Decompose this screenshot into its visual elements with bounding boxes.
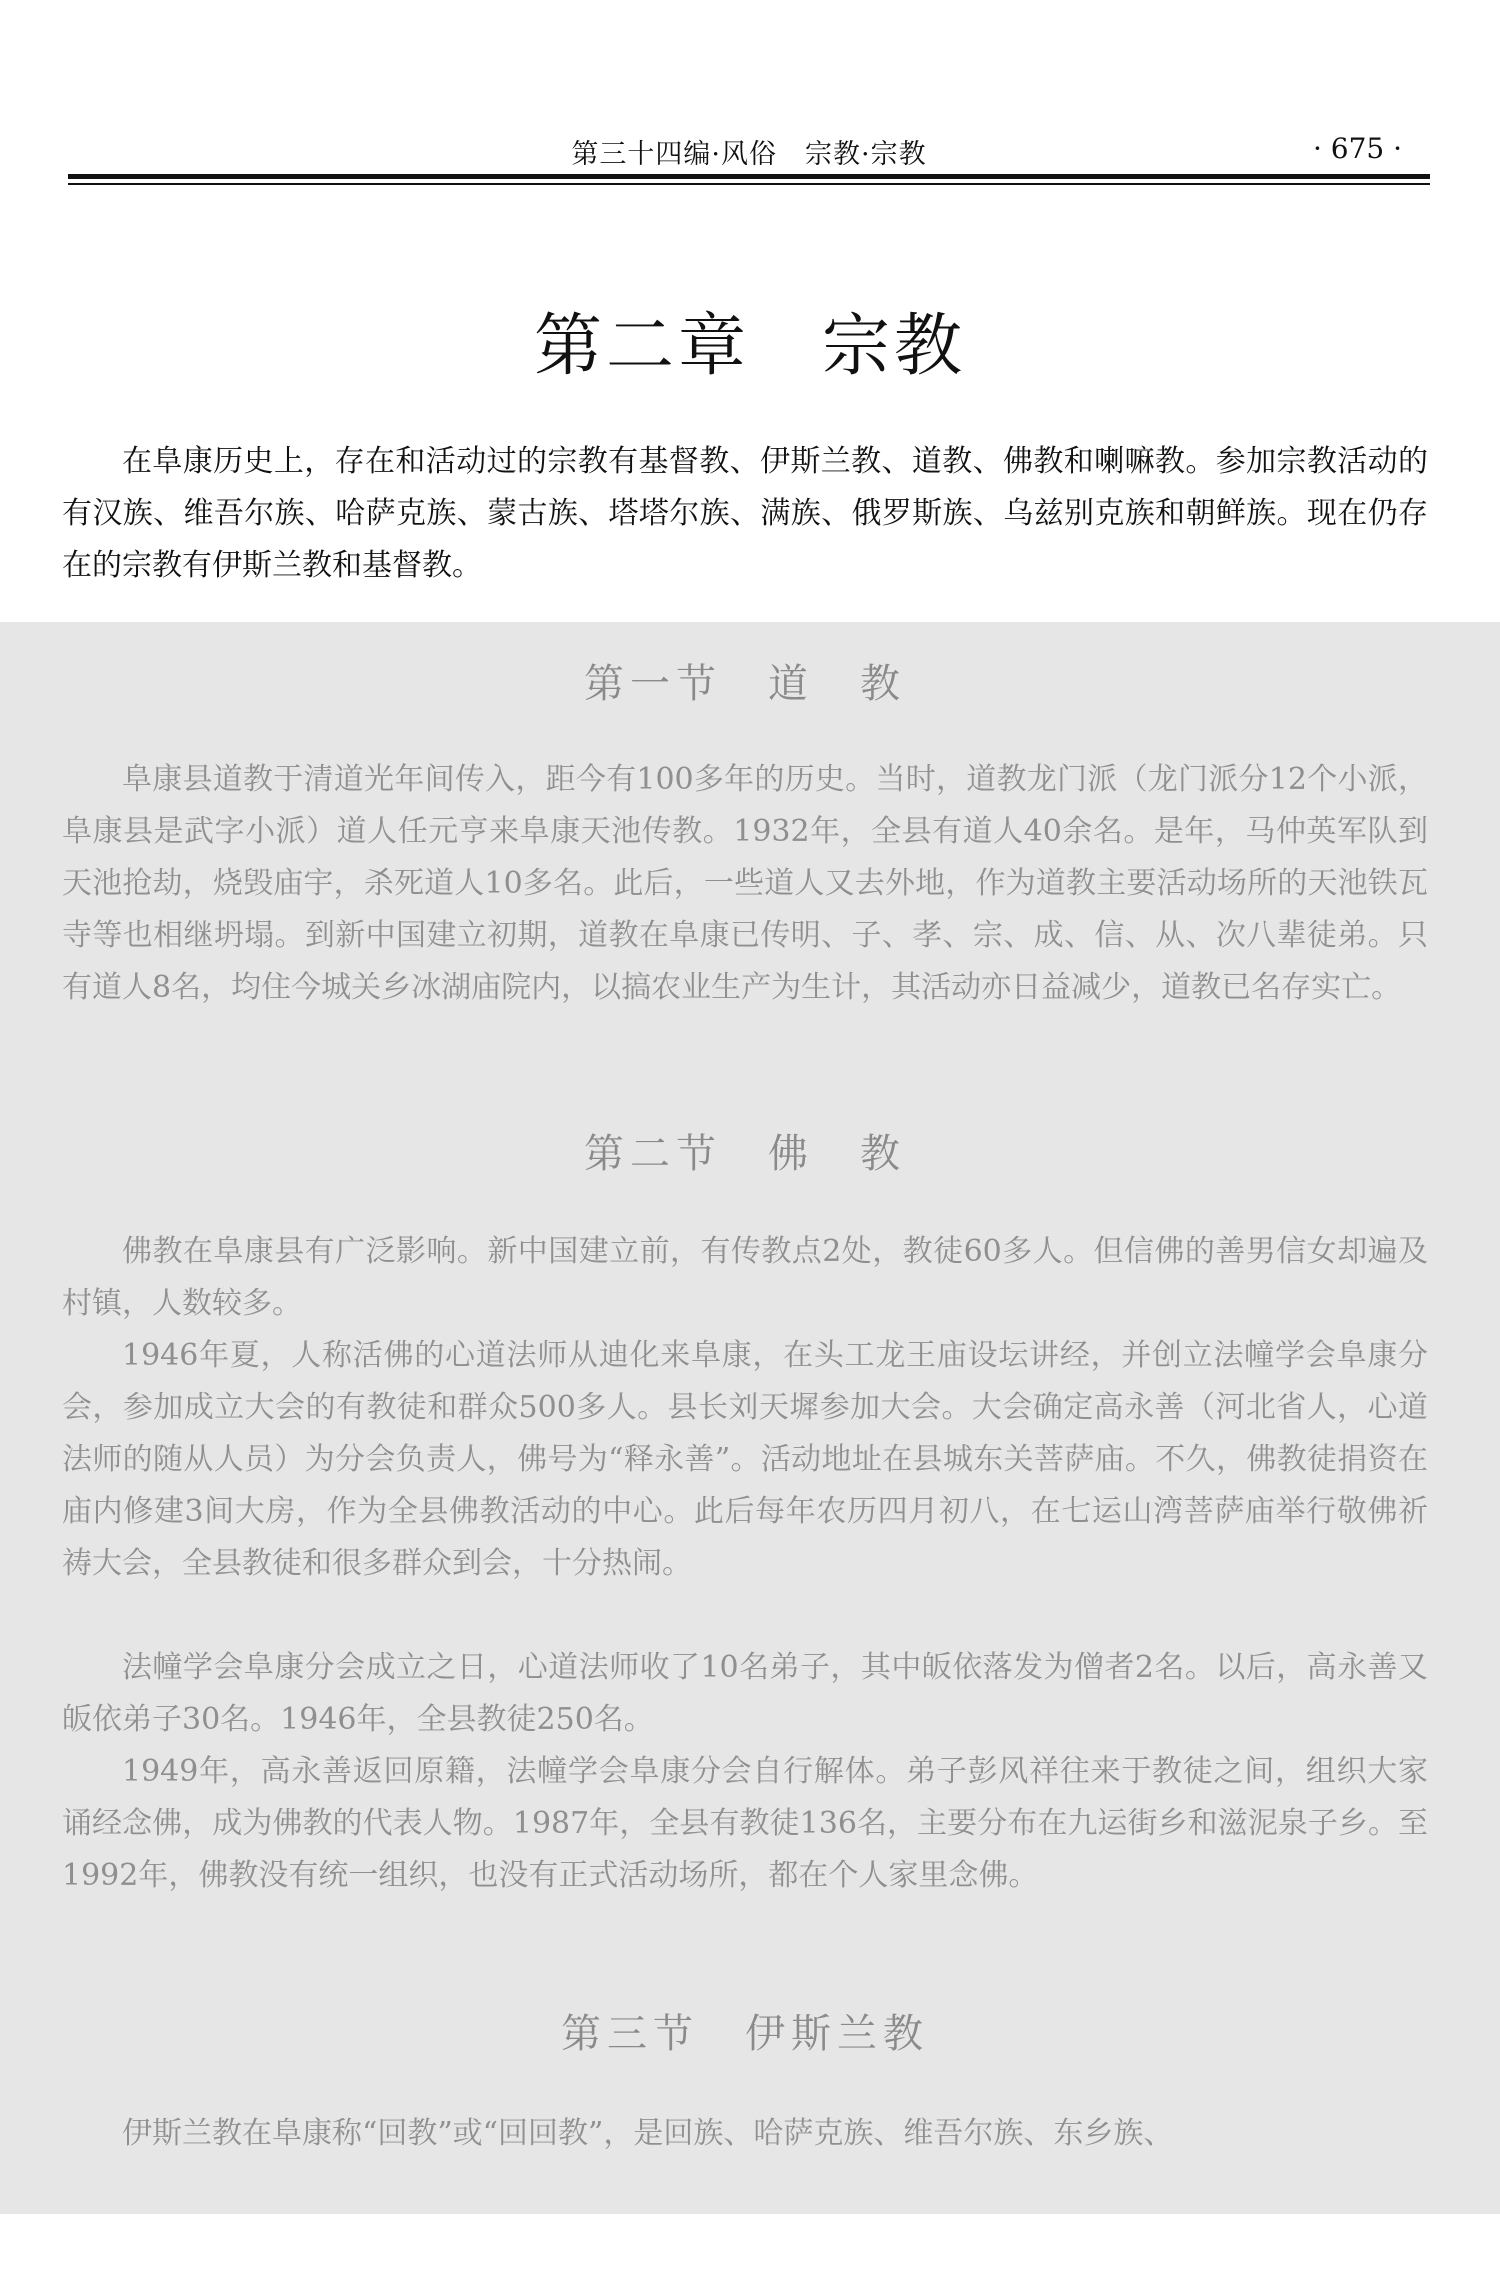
page-number: · 675 · <box>1312 132 1402 165</box>
section-paragraph: 1949年，高永善返回原籍，法幢学会阜康分会自行解体。弟子彭风祥往来于教徒之间，组织大家诵经念佛，成为佛教的代表人物。1987年，全县有教徒136名，主要分布在九运街乡和滋泥泉子乡。至1992年，佛教没有统一组织，也没有正式活动场所，都在个人家里念佛。 <box>62 1754 1428 1893</box>
section-paragraph: 法幢学会阜康分会成立之日，心道法师收了10名弟子，其中皈依落发为僧者2名。以后，高永善又皈依弟子30名。1946年，全县教徒250名。 <box>62 1650 1428 1737</box>
header-rule-thick <box>68 174 1430 179</box>
section-paragraph: 伊斯兰教在阜康称“回教”或“回回教”，是回族、哈萨克族、维吾尔族、东乡族、 <box>122 2116 1174 2151</box>
running-header <box>68 128 1430 168</box>
section-title-buddhism: 第二节 佛 教 <box>584 1131 906 1177</box>
header-title: 第三十四编·风俗 宗教·宗教 <box>571 139 927 170</box>
section-paragraph: 1946年夏，人称活佛的心道法师从迪化来阜康，在头工龙王庙设坛讲经，并创立法幢学会阜康分会，参加成立大会的有教徒和群众500多人。县长刘天墀参加大会。大会确定高永善（河北省人，心道法师的随从人员）为分会负责人，佛号为“释永善”。活动地址在县城东关菩萨庙。不久，佛教徒捐资在庙内修建3间大房，作为全县佛教活动的中心。此后每年农历四月初八，在七运山湾菩萨庙举行敬佛祈祷大会，全县教徒和很多群众到会，十分热闹。 <box>62 1338 1428 1581</box>
section-title-islam: 第三节 伊斯兰教 <box>561 2011 929 2057</box>
chapter-title: 第二章 宗教 <box>533 307 966 386</box>
header-rule-thin <box>68 183 1430 185</box>
section-paragraph: 阜康县道教于清道光年间传入，距今有100多年的历史。当时，道教龙门派（龙门派分12个小派，阜康县是武字小派）道人任元亨来阜康天池传教。1932年，全县有道人40余名。是年，马仲英军队到天池抢劫，烧毁庙宇，杀死道人10多名。此后，一些道人又去外地，作为道教主要活动场所的天池铁瓦寺等也相继坍塌。到新中国建立初期，道教在阜康已传明、子、孝、宗、成、信、从、次八辈徒弟。只有道人8名，均住今城关乡冰湖庙院内，以搞农业生产为生计，其活动亦日益减少，道教已名存实亡。 <box>62 762 1428 1005</box>
section-paragraph: 佛教在阜康县有广泛影响。新中国建立前，有传教点2处，教徒60多人。但信佛的善男信女却遍及村镇，人数较多。 <box>62 1234 1428 1321</box>
chapter-intro-paragraph: 在阜康历史上，存在和活动过的宗教有基督教、伊斯兰教、道教、佛教和喇嘛教。参加宗教活动的有汉族、维吾尔族、哈萨克族、蒙古族、塔塔尔族、满族、俄罗斯族、乌兹别克族和朝鲜族。现在仍存在的宗教有伊斯兰教和基督教。 <box>62 444 1428 583</box>
section-title-daoism: 第一节 道 教 <box>584 661 906 707</box>
faded-scan-region <box>0 622 1500 2214</box>
